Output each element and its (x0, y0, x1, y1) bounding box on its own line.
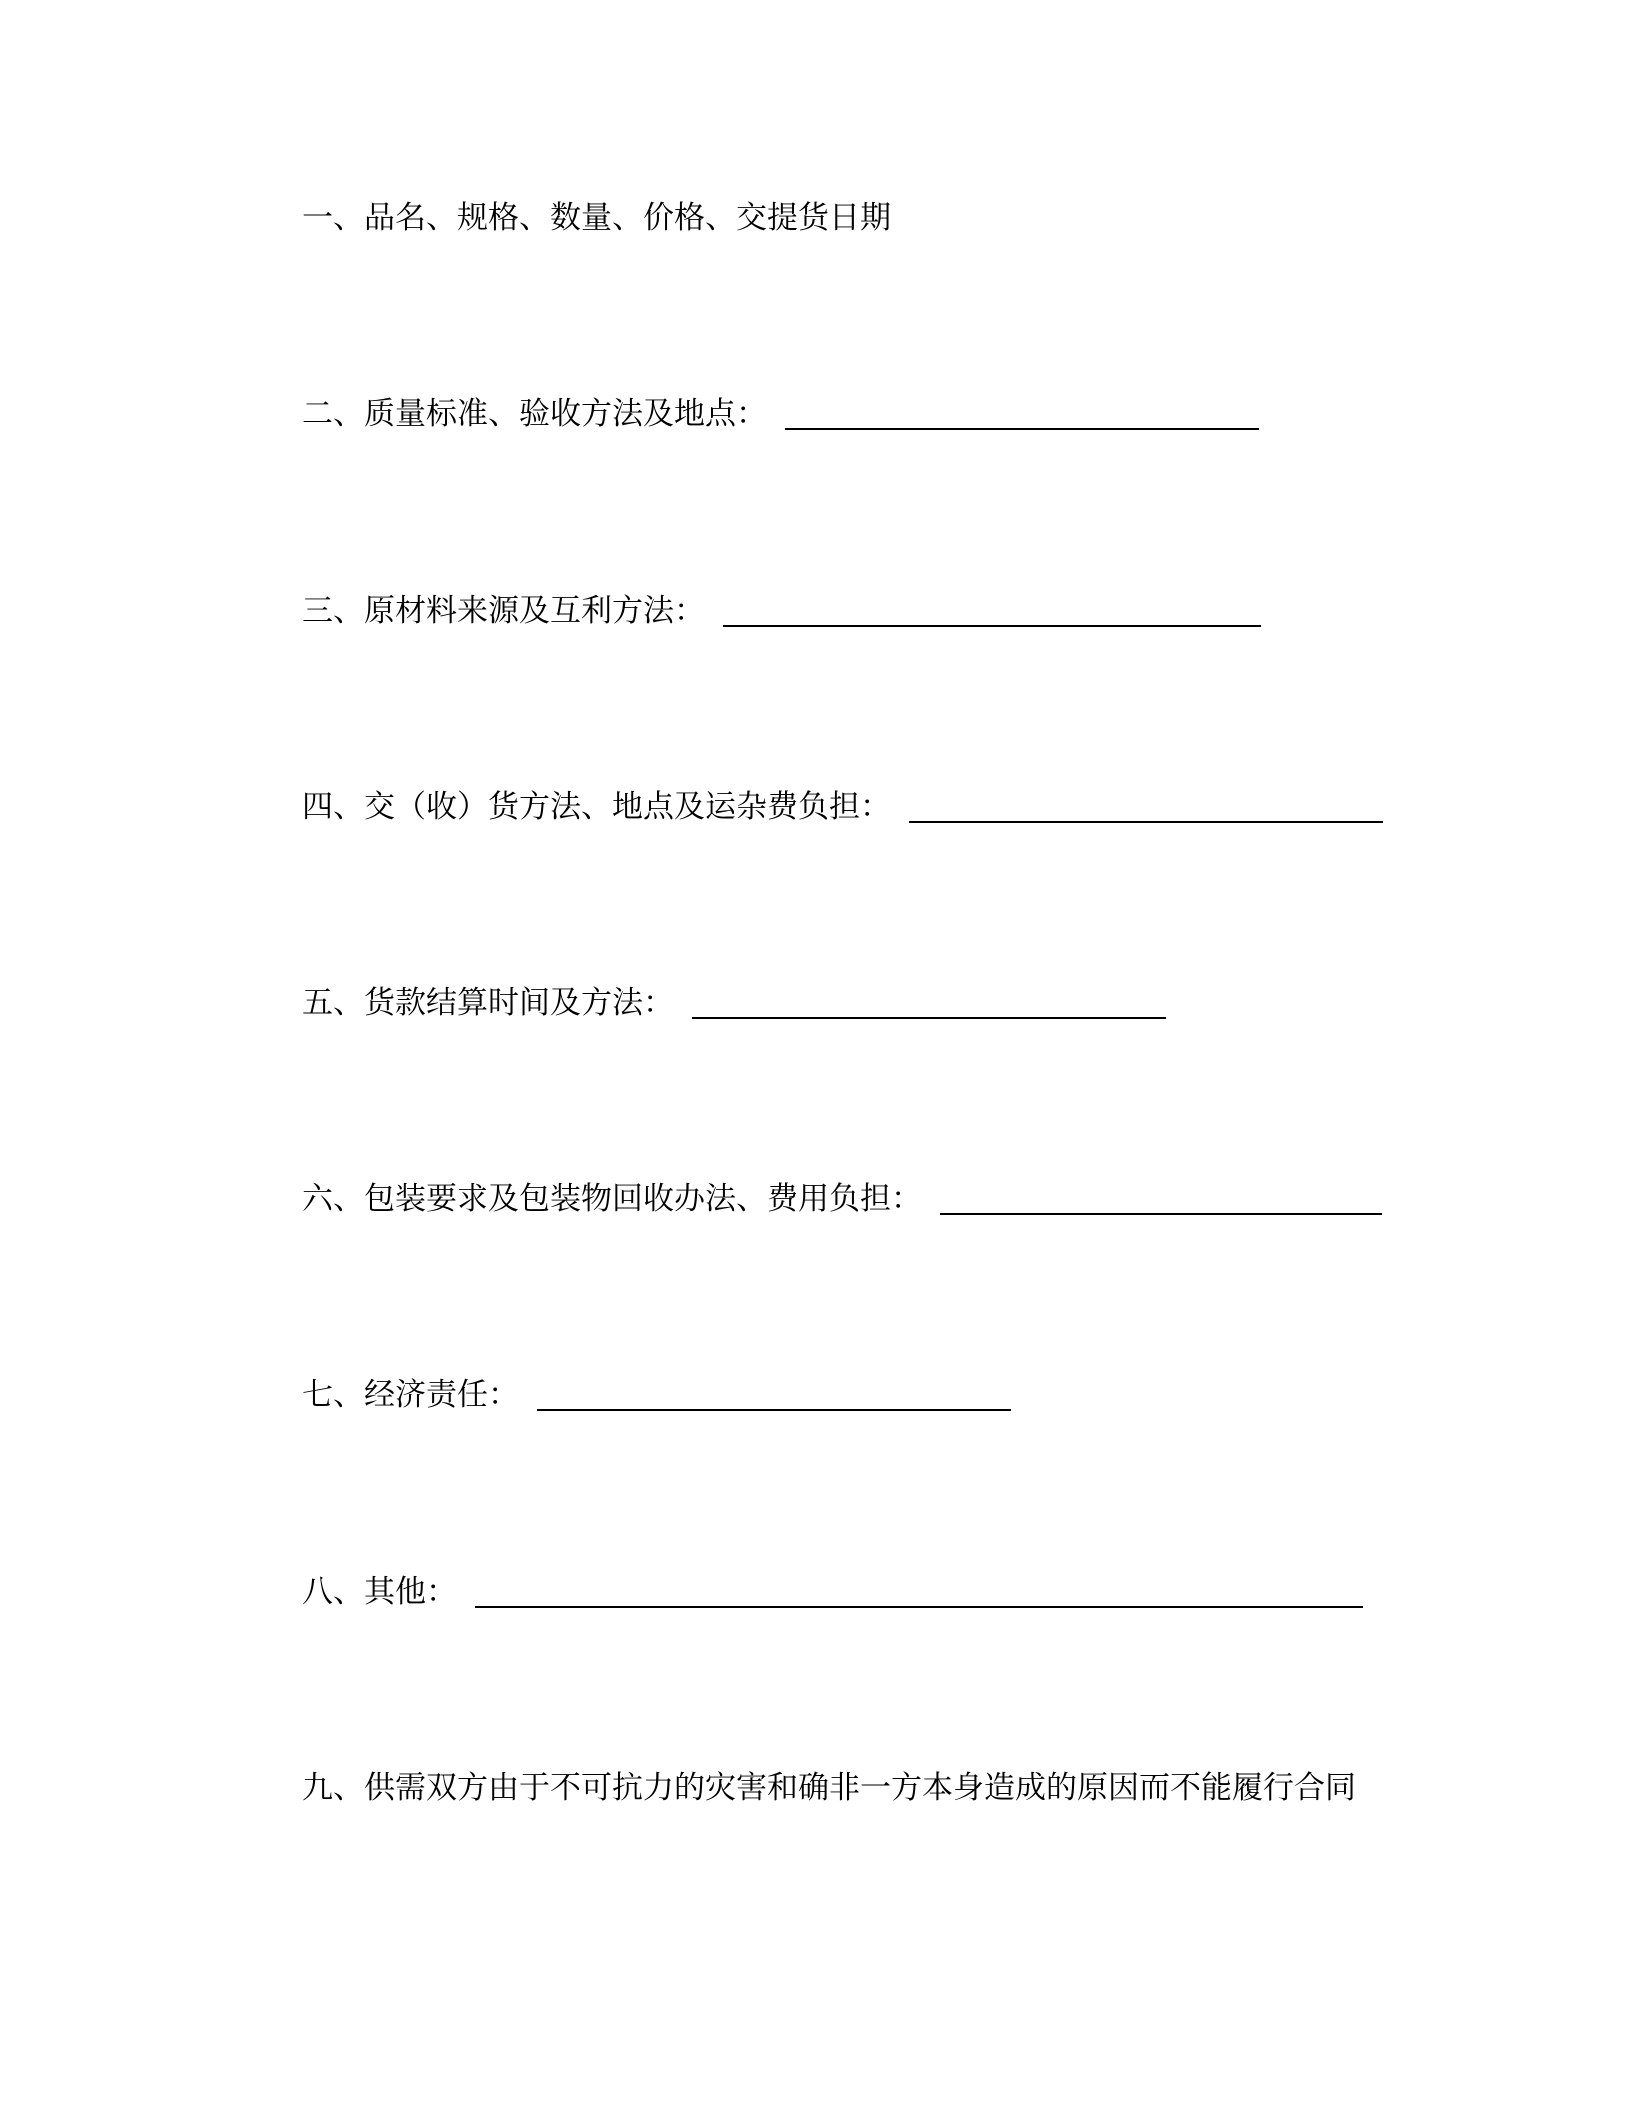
clause-8 (302, 1566, 1363, 1610)
clause-7-fill-line (537, 1409, 1011, 1411)
clause-3-fill-line (723, 625, 1261, 627)
clause-1-text: 一、品名、规格、数量、价格、交提货日期 (302, 200, 891, 236)
clause-6-fill-line (940, 1213, 1382, 1215)
clause-1 (302, 192, 891, 236)
clause-7 (302, 1369, 1011, 1413)
clause-3 (302, 585, 1261, 629)
clause-8-text: 八、其他： (302, 1574, 457, 1610)
clause-9 (302, 1762, 1356, 1806)
clause-6 (302, 1173, 1382, 1217)
clause-8-fill-line (475, 1606, 1363, 1608)
clause-3-text: 三、原材料来源及互利方法： (302, 593, 705, 629)
clause-4 (302, 781, 1383, 825)
clause-7-text: 七、经济责任： (302, 1377, 519, 1413)
clause-4-fill-line (909, 821, 1383, 823)
clause-2 (302, 388, 1259, 432)
clause-9-text: 九、供需双方由于不可抗力的灾害和确非一方本身造成的原因而不能履行合同 (302, 1770, 1356, 1806)
clause-2-fill-line (785, 428, 1259, 430)
clause-5-fill-line (692, 1017, 1166, 1019)
clause-5-text: 五、货款结算时间及方法： (302, 985, 674, 1021)
clause-2-text: 二、质量标准、验收方法及地点： (302, 396, 767, 432)
clause-6-text: 六、包装要求及包装物回收办法、费用负担： (302, 1181, 922, 1217)
clause-4-text: 四、交（收）货方法、地点及运杂费负担： (302, 789, 891, 825)
clause-5 (302, 977, 1166, 1021)
